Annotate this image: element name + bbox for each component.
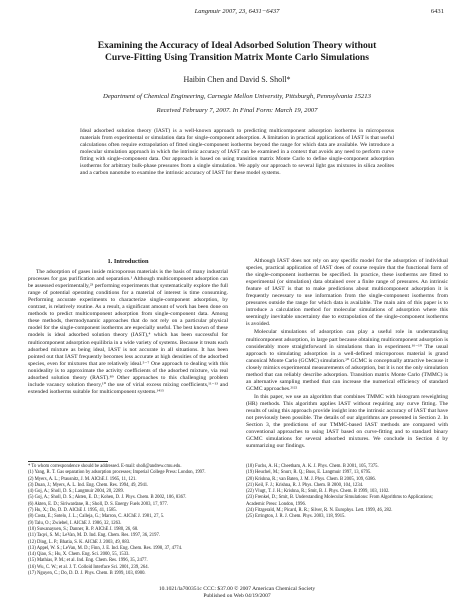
footnote: (1) Yang, R. T. Gas separation by adsorption processes; Imperial College Press: London, 1997. bbox=[28, 470, 206, 476]
footnotes-left bbox=[28, 464, 228, 577]
footnotes-right bbox=[246, 464, 448, 521]
footnote: (3) Duan, J.; Myers, A. L. Ind. Eng. Chem. Res. 1994, 49, 2941. bbox=[28, 482, 149, 488]
footnote: (8) Costa, E.; Sotelo, J. L.; Calleja, G.; Marron, C. AIChE J. 1981, 27, 5. bbox=[28, 514, 165, 520]
footnote: (16) Wu, C. W.; et al. J. T. Colloid Interface Sci. 2001, 239, 264. bbox=[28, 564, 149, 570]
footnote: (17) Nguyen, C.; Do, D. D. J. Phys. Chem. B 1999, 103, 6900. bbox=[28, 571, 146, 577]
authors: Haibin Chen and David S. Sholl* bbox=[183, 75, 291, 84]
affiliation: Department of Chemical Engineering, Carnegie Mellon University, Pittsburgh, Pennsylvania 15213 bbox=[103, 93, 371, 100]
paragraph: In this paper, we use an algorithm that combines TMMC with histogram reweighting (HR) methods. This algorithm applies IAST without requiring any curve fitting. The results of using this approach provide insight into the intrinsic accuracy of IAST that have not previously been possible. The details of our algorithms are presented in Section 2. In Section 3, the predictions of our TMMC-based IAST methods are compared with conventional approaches to using IAST based on curve-fitting and to standard binary GCMC simulations for several adsorbed mixtures. We conclude in Section 4 by summarizing our findings. bbox=[246, 393, 448, 450]
paragraph: Although IAST does not rely on any specific model for the adsorption of individual species, practical application of IAST does of course require that the functional form of the single-component isotherms be specified. In practice, these isotherms are fitted to experimental (or simulation) data obtained over a finite range of pressures. An intrinsic feature of IAST is that to make predictions about multicomponent adsorption it is frequently necessary to use information from the single-component isotherms from pressures outside the range for which data is available. The main aim of this paper is to introduce a calculation method for molecular simulations of adsorption where this seemingly inevitable uncertainty due to extrapolation of the single-component isotherms is avoided. bbox=[246, 258, 448, 328]
footnote: (2) Myers, A. L.; Prausnitz, J. M. AIChE J. 1965, 11, 121. bbox=[28, 476, 137, 482]
section-heading-introduction: 1. Introduction bbox=[107, 258, 149, 265]
left-column bbox=[28, 258, 228, 396]
footnote-divider bbox=[28, 461, 108, 462]
footnote: (10) Suwanayuen, S.; Danner, R. P. AIChE J. 1980, 26, 68. bbox=[28, 526, 139, 532]
page-number: 6431 bbox=[430, 8, 444, 15]
paragraph: Molecular simulations of adsorption can play a useful role in understanding multicomponent adsorption, in large part because obtaining multicomponent adsorption is considerably more straightforward in simulations than in experiment.¹⁶⁻¹⁹ The usual approach to simulating adsorption in a well-defined microporous material is grand canonical Monte Carlo (GCMC) simulation.²⁰ GCMC is conceptually attractive because it closely mimics experimental measurements of adsorption, but it is not the only simulation method that can reliably describe adsorption. Transition matrix Monte Carlo (TMMC) is an alternative sampling method that can increase the numerical efficiency of standard GCMC approaches.²¹²² bbox=[246, 329, 448, 392]
footnote: (11) Taqvi, S. M.; LeVan, M. D. Ind. Eng. Chem. Res. 1997, 36, 2197. bbox=[28, 533, 160, 539]
footnote: (15) Mathias, P. M.; et al. Ind. Eng. Chem. Res. 1996, 35, 2477. bbox=[28, 558, 148, 564]
paragraph: The adsorption of gases inside microporous materials is the basis of many industrial processes for gas purification and separation.¹ Although multicomponent adsorption can be assessed experimentally,²³ performing experiments that systematically explore the full range of potential operating conditions for a material of interest is time consuming. Performing accurate experiments to characterize single-component adsorption, by contrast, is relatively routine. As a result, a significant amount of work has been done on methods to predict multicomponent adsorption from single-component data. Among these methods, thermodynamic approaches that do not rely on a particular physical model for the single-component isotherms are especially useful. The best known of these models is ideal adsorbed solution theory (IAST),⁴ which has been successful for multicomponent adsorption equilibria in a wide variety of systems. Because it treats each adsorbed mixture as being ideal, IAST is not accurate in all situations. It has been pointed out that IAST frequently becomes less accurate at high densities of the adsorbed species, even for mixtures that are relatively ideal.⁵⁻⁷ One approach to dealing with this nonideality is to approximate the activity coefficients of the adsorbed mixture, via real adsorbed solution theory (RAST).⁸⁹ Other approaches to this challenging problem include vacancy solution theory,¹⁰ the use of virial excess mixing coefficients,¹¹⁻¹³ and extended isotherms suitable for multicomponent systems.¹⁴¹⁵ bbox=[28, 269, 228, 395]
footnote: (23) Frenkel, D.; Smit, B. Understanding Molecular Simulations: From Algorithms to Applications; Academic Press: London, 1996. bbox=[246, 495, 433, 507]
footnote: (5) Goj, A.; Sholl, D. S.; Akten, E. D.; Kohen, D. J. Phys. Chem. B 2002, 106, 8367. bbox=[28, 495, 187, 501]
footnote: (18) Fuchs, A. H.; Cheetham, A. K. J. Phys. Chem. B 2001, 105, 7375. bbox=[246, 464, 379, 469]
running-head-journal: Langmuir 2007, 23, 6431−6437 bbox=[194, 8, 280, 15]
footnote: (19) Heuchel, M.; Snurr, R. Q.; Buss, E. Langmuir 1997, 13, 6795. bbox=[246, 470, 372, 476]
footnote: (7) Hu, X.; Do, D. D. AIChE J. 1995, 41, 1585. bbox=[28, 508, 117, 514]
abstract: Ideal adsorbed solution theory (IAST) is a well-known approach to predicting multicomponent adsorption isotherms in microporous materials from experimental or simulation data for single-component adsorption. A limitation in practical applications of IAST is that useful calculations often require extrapolation of fitted single-component isotherms beyond the range for which data are available. We introduce a molecular simulation approach in which the intrinsic accuracy of IAST can be examined in a context that avoids any need to perform curve fitting with single-component data. Our approach is based on using transition matrix Monte Carlo to define single-component adsorption isotherms for arbitrary bulk-phase pressures from a single simulation. We apply our approach to several light gas mixtures in silica zeolites and a carbon nanotube to examine the intrinsic accuracy of IAST for these model systems. bbox=[80, 128, 394, 176]
paper-title-line-2: Curve-Fitting Using Transition Matrix Monte Carlo Simulations bbox=[104, 52, 369, 63]
footnote: (25) Errington, J. R. J. Chem. Phys. 2003, 118, 9915. bbox=[246, 514, 346, 520]
footnote: (13) Appel, W. S.; LeVan, M. D.; Finn, J. E. Ind. Eng. Chem. Res. 1998, 37, 4774. bbox=[28, 545, 183, 551]
footnote: * To whom correspondence should be addressed. E-mail: sholl@andrew.cmu.edu. bbox=[28, 464, 182, 469]
running-head bbox=[0, 8, 474, 18]
footnote: (14) Qiao, S.; Hu, X. Chem. Eng. Sci. 2000, 55, 1533. bbox=[28, 552, 130, 558]
received-dates: Received February 7, 2007. In Final Form: March 19, 2007 bbox=[156, 107, 318, 114]
footnote: (6) Akten, E. D.; Siriwardane, R.; Sholl, D. S. Energy Fuels 2003, 17, 977. bbox=[28, 501, 169, 507]
footnote: (20) Krishna, R.; van Baten, J. M. J. Phys. Chem. B 2005, 109, 6386. bbox=[246, 476, 376, 482]
footnote: (24) Fitzgerald, M.; Picard, R. R.; Silver, R. N. Europhys. Lett. 1999, 46, 282. bbox=[246, 508, 393, 514]
footnote: (21) Keil, F. J.; Krishna, R. J. Phys. Chem. B 2000, 104, 1234. bbox=[246, 482, 364, 488]
footnote: (9) Talu, O.; Zwiebel, I. AIChE J. 1986, 32, 1263. bbox=[28, 520, 122, 526]
footnote: (12) Ding, L. P.; Bhatia, S. K. AIChE J. 2003, 49, 883. bbox=[28, 539, 131, 545]
footnote: (4) Goj, A.; Sholl, D. S.; Langmuir 2004, 20, 2289. bbox=[28, 489, 124, 495]
right-column bbox=[246, 258, 448, 450]
page-footer bbox=[0, 586, 474, 600]
footer-published: Published on Web 04/19/2007 bbox=[203, 593, 271, 599]
footnote: (22) Vlugt, T. J. H.; Krishna, R.; Smit, B. J. Phys. Chem. B 1999, 103, 1102. bbox=[246, 489, 390, 495]
paper-title-line-1: Examining the Accuracy of Ideal Adsorbed Solution Theory without bbox=[97, 40, 377, 51]
footer-doi: 10.1021/la700351c CCC: $37.00 © 2007 American Chemical Society bbox=[158, 586, 316, 592]
paper-title bbox=[40, 40, 434, 64]
